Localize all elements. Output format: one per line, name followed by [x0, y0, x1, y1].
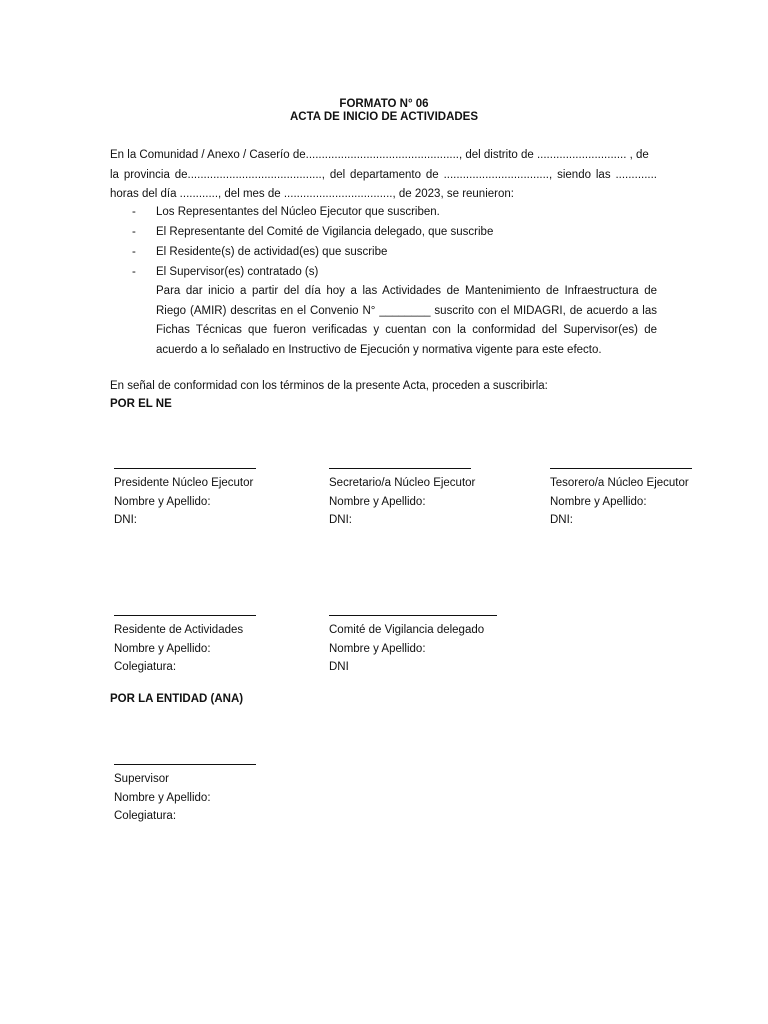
signature-line: [550, 468, 692, 469]
signature-id-label: DNI:: [329, 514, 352, 526]
list-item: [110, 242, 657, 262]
signature-role: Residente de Actividades: [114, 624, 244, 636]
purpose-line-4: acuerdo a lo señalado en Instructivo de Ejecución y normativa vigente para este efecto.: [156, 343, 602, 356]
signature-role: Secretario/a Núcleo Ejecutor: [329, 477, 476, 489]
purpose-line-1: Para dar inicio a partir del día hoy a las Actividades de Mantenimiento de Infraestructura de: [156, 285, 657, 297]
list-item-text: El Representante del Comité de Vigilancia delegado, que suscribe: [156, 226, 494, 238]
signature-role: Comité de Vigilancia delegado: [329, 624, 485, 636]
signature-name-label: Nombre y Apellido:: [550, 495, 647, 508]
intro-line-2-part-1: la provincia de..........................................,: [110, 168, 325, 181]
purpose-line-3: Fichas Técnicas que fueron verificadas y cuentan con la conformidad del Supervisor(es) de: [156, 324, 657, 336]
section-heading-entity: POR LA ENTIDAD (ANA): [110, 693, 244, 705]
title-block: [0, 98, 768, 124]
signature-line: [114, 468, 256, 469]
signature-supervisor: [114, 764, 256, 826]
intro-line-2-part-3: siendo las .............: [557, 168, 657, 181]
signature-id-label: DNI:: [114, 514, 137, 526]
signature-name-label: Nombre y Apellido:: [114, 642, 211, 655]
signature-line: [329, 468, 471, 469]
signature-id-label: DNI:: [550, 514, 573, 526]
format-title: FORMATO N° 06: [339, 98, 429, 110]
intro-paragraph: [110, 146, 657, 205]
signature-name-label: Nombre y Apellido:: [114, 495, 211, 508]
list-item: [110, 222, 657, 242]
signature-name-label: Nombre y Apellido:: [114, 791, 211, 804]
signature-comite: [329, 615, 497, 677]
signature-tesorero: [550, 468, 692, 530]
signature-role: Tesorero/a Núcleo Ejecutor: [550, 477, 689, 489]
signature-role: Supervisor: [114, 773, 169, 785]
section-heading-ne: POR EL NE: [110, 398, 172, 410]
signature-role: Presidente Núcleo Ejecutor: [114, 477, 254, 489]
intro-line-1: En la Comunidad / Anexo / Caserío de................................................, del distrito de ............................ , de: [110, 149, 649, 161]
bullet-dash: -: [132, 206, 136, 218]
intro-line-3: horas del día ............, del mes de .................................., de 2023, se reunieron:: [110, 188, 514, 200]
intro-line-2-part-2: del departamento de .................................,: [329, 168, 553, 181]
bullet-dash: -: [132, 246, 136, 258]
attendee-list: [110, 202, 657, 282]
signature-id-label: Colegiatura:: [114, 661, 177, 673]
list-item-text: Los Representantes del Núcleo Ejecutor que suscriben.: [156, 206, 440, 218]
signature-line: [329, 615, 497, 616]
bullet-dash: -: [132, 226, 136, 238]
signature-line: [114, 615, 256, 616]
conformity-statement: En señal de conformidad con los términos de la presente Acta, proceden a suscribirla:: [110, 380, 548, 392]
signature-name-label: Nombre y Apellido:: [329, 642, 426, 655]
signature-name-label: Nombre y Apellido:: [329, 495, 426, 508]
signature-residente: [114, 615, 256, 677]
document-title: ACTA DE INICIO DE ACTIVIDADES: [289, 111, 479, 123]
list-item: [110, 262, 657, 282]
signature-line: [114, 764, 256, 765]
list-item-text: El Supervisor(es) contratado (s): [156, 266, 319, 278]
purpose-paragraph: [156, 282, 657, 360]
signature-id-label: Colegiatura:: [114, 810, 177, 822]
purpose-line-2: Riego (AMIR) descritas en el Convenio N° ________ suscrito con el MIDAGRI, de acuerdo a las: [156, 304, 657, 317]
list-item-text: El Residente(s) de actividad(es) que suscribe: [156, 246, 388, 258]
intro-line-2: [110, 166, 657, 186]
list-item: [110, 202, 657, 222]
signature-id-label: DNI: [329, 661, 349, 673]
signature-secretario: [329, 468, 475, 530]
signature-presidente: [114, 468, 256, 530]
bullet-dash: -: [132, 266, 136, 278]
